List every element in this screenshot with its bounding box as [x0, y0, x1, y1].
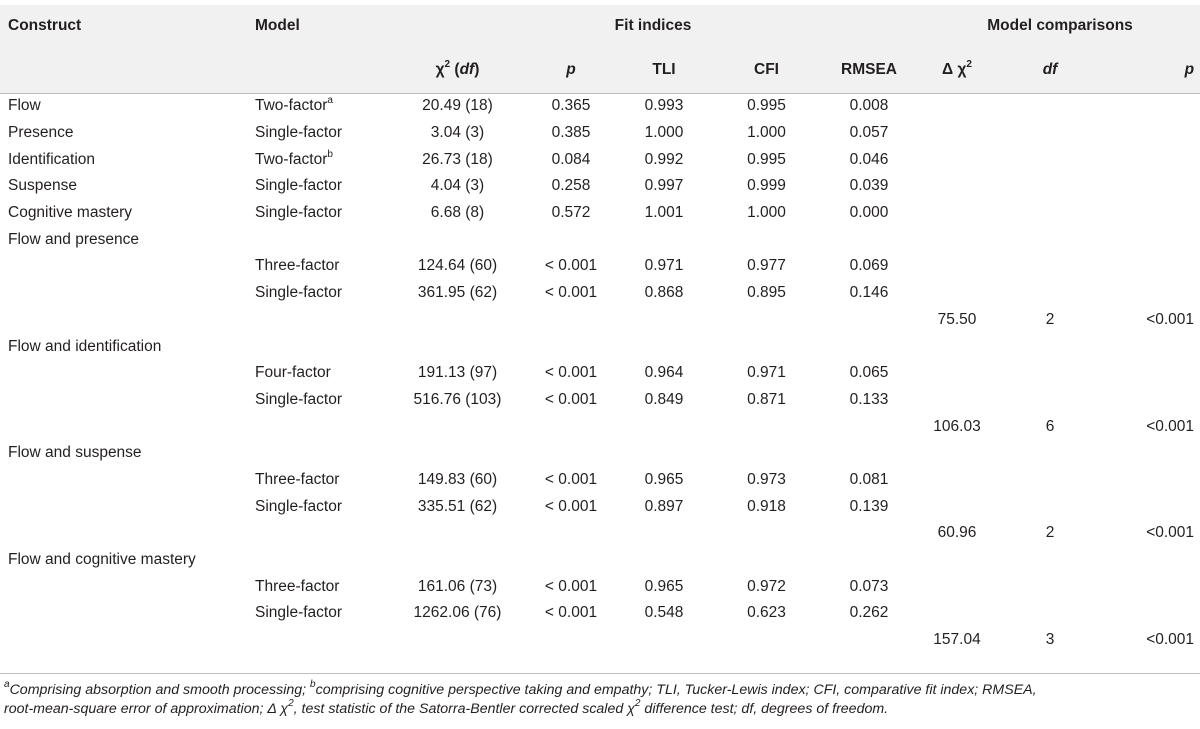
cell-cfi: 0.995	[747, 150, 786, 168]
cell-tli	[613, 333, 715, 360]
cell-construct	[0, 387, 255, 414]
cell-model	[255, 146, 386, 173]
cell-delta-chi2	[920, 440, 994, 467]
cell-construct	[0, 307, 255, 334]
cell-model	[255, 627, 386, 654]
cell-model	[255, 467, 386, 494]
cell-p: < 0.001	[544, 604, 598, 622]
cell-rmsea: 0.000	[849, 204, 889, 222]
table-row	[0, 307, 1200, 334]
cell-chi2	[386, 226, 529, 253]
cell-cfi: 1.000	[747, 124, 786, 142]
cell-model	[255, 226, 386, 253]
col-model-header: Model	[255, 17, 300, 34]
cell-delta-chi2	[920, 600, 994, 627]
footnote-line2-b: , test statistic of the Satorra-Bentler corrected scaled χ	[293, 701, 635, 717]
cell-rmsea	[818, 333, 920, 360]
cell-delta-chi2	[920, 93, 994, 120]
cell-construct: Suspense	[8, 177, 77, 195]
chi2-superscript: 2	[444, 58, 451, 70]
cell-rmsea: 0.069	[849, 257, 889, 275]
cell-model	[255, 440, 386, 467]
cell-tli	[613, 627, 715, 654]
model-text: Single-factor	[255, 124, 343, 142]
cell-tli: 0.849	[644, 390, 684, 408]
cell-delta-p	[1106, 360, 1200, 387]
cell-construct: Flow and presence	[8, 230, 139, 248]
cell-cfi	[715, 520, 818, 547]
cell-tli: 0.965	[644, 470, 684, 488]
cell-p: < 0.001	[544, 257, 598, 275]
cell-model	[255, 333, 386, 360]
cell-construct	[0, 253, 255, 280]
cell-tli: 0.965	[644, 577, 684, 595]
cell-p: < 0.001	[544, 390, 598, 408]
cell-rmsea: 0.065	[849, 364, 889, 382]
cell-rmsea: 0.146	[849, 284, 889, 302]
cell-p: 0.385	[551, 124, 591, 142]
cell-delta-df	[994, 226, 1106, 253]
cell-p	[529, 333, 613, 360]
cell-model	[255, 600, 386, 627]
cell-tli: 0.548	[644, 604, 684, 622]
cell-construct: Flow and suspense	[8, 444, 142, 462]
cell-delta-p	[1106, 226, 1200, 253]
col-cmp-p-header: p	[1184, 61, 1195, 78]
cell-delta-p: <0.001	[1146, 310, 1195, 328]
cell-delta-df	[994, 387, 1106, 414]
cell-tli	[613, 520, 715, 547]
col-tli-header: TLI	[652, 61, 676, 78]
model-text: Single-factor	[255, 497, 343, 515]
header-row-groups	[0, 5, 1200, 47]
cell-tli	[613, 307, 715, 334]
cell-construct	[0, 493, 255, 520]
cell-delta-chi2	[920, 547, 994, 574]
cell-rmsea: 0.039	[849, 177, 889, 195]
cell-model	[255, 280, 386, 307]
cell-rmsea	[818, 627, 920, 654]
cell-chi2	[386, 333, 529, 360]
table-row	[0, 253, 1200, 280]
cell-rmsea: 0.046	[849, 150, 889, 168]
cell-cfi: 0.977	[747, 257, 786, 275]
table-row	[0, 600, 1200, 627]
cell-p: 0.258	[551, 177, 591, 195]
cell-delta-df: 2	[1045, 524, 1055, 542]
cell-delta-chi2	[920, 387, 994, 414]
cell-cfi: 0.995	[747, 97, 786, 115]
cell-tli	[613, 547, 715, 574]
cell-cfi: 1.000	[747, 204, 786, 222]
cell-construct	[0, 280, 255, 307]
table-row	[0, 627, 1200, 654]
cell-tli	[613, 226, 715, 253]
cell-construct	[0, 467, 255, 494]
cell-delta-df	[994, 600, 1106, 627]
cell-cfi: 0.918	[747, 497, 786, 515]
cell-chi2: 149.83 (60)	[417, 470, 498, 488]
table-row	[0, 440, 1200, 467]
cell-delta-p	[1106, 387, 1200, 414]
cell-tli: 0.997	[644, 177, 684, 195]
cell-rmsea	[818, 226, 920, 253]
col-p-header: p	[566, 61, 576, 78]
cell-delta-p: <0.001	[1146, 631, 1195, 649]
cell-construct: Flow	[8, 97, 41, 115]
cell-cfi	[715, 627, 818, 654]
cell-delta-p	[1106, 120, 1200, 147]
cell-delta-df	[994, 253, 1106, 280]
footnote-line2-c: difference test; df, degrees of freedom.	[640, 701, 889, 717]
cell-delta-chi2	[920, 467, 994, 494]
cell-p	[529, 226, 613, 253]
col-chi2-header: $\chi^2$ (df)	[435, 58, 480, 78]
cell-delta-df	[994, 573, 1106, 600]
cell-p	[529, 627, 613, 654]
table-row	[0, 493, 1200, 520]
cell-construct	[0, 573, 255, 600]
cell-delta-df	[994, 360, 1106, 387]
cell-p: < 0.001	[544, 470, 598, 488]
cell-p: < 0.001	[544, 364, 598, 382]
table-row	[0, 520, 1200, 547]
cell-delta-chi2	[920, 573, 994, 600]
cell-cfi: 0.971	[747, 364, 786, 382]
cell-chi2: 1262.06 (76)	[413, 604, 502, 622]
table-row	[0, 200, 1200, 227]
model-text: Three-factor	[255, 470, 340, 488]
cell-chi2	[386, 307, 529, 334]
cell-chi2: 161.06 (73)	[417, 577, 498, 595]
table-footnote	[4, 681, 1196, 719]
model-superscript: b	[327, 148, 333, 160]
cell-chi2: 26.73 (18)	[422, 150, 493, 168]
cell-chi2	[386, 520, 529, 547]
empty-header-cell	[255, 47, 386, 93]
cell-rmsea	[818, 547, 920, 574]
cell-cfi	[715, 413, 818, 440]
cell-p: 0.365	[551, 97, 591, 115]
cell-p: < 0.001	[544, 577, 598, 595]
cell-delta-df	[994, 280, 1106, 307]
table-bottom-rule	[0, 673, 1200, 674]
cell-cfi	[715, 307, 818, 334]
table-row	[0, 226, 1200, 253]
cell-delta-df	[994, 120, 1106, 147]
cell-rmsea: 0.139	[849, 497, 889, 515]
cell-cfi	[715, 440, 818, 467]
cell-model	[255, 547, 386, 574]
cell-rmsea: 0.133	[849, 390, 889, 408]
cell-rmsea: 0.081	[849, 470, 889, 488]
col-rmsea-header: RMSEA	[841, 61, 897, 78]
table-row	[0, 173, 1200, 200]
cell-model	[255, 253, 386, 280]
table-row	[0, 146, 1200, 173]
cell-chi2	[386, 440, 529, 467]
cell-delta-df: 3	[1045, 631, 1055, 649]
cell-cfi: 0.972	[747, 577, 786, 595]
footnote-line2-a: root-mean-square error of approximation; Δ χ	[4, 701, 289, 717]
cell-delta-p	[1106, 253, 1200, 280]
cell-construct	[0, 360, 255, 387]
chi2-df-label: df	[459, 61, 475, 78]
cell-delta-df	[994, 200, 1106, 227]
cell-cfi: 0.999	[747, 177, 786, 195]
footnote-text-b: comprising cognitive perspective taking and empathy; TLI, Tucker-Lewis index; CFI, comparative fit index; RMSEA,	[315, 682, 1037, 698]
cell-construct	[0, 520, 255, 547]
cell-chi2	[386, 627, 529, 654]
cell-model	[255, 93, 386, 120]
cell-chi2: 124.64 (60)	[417, 257, 498, 275]
model-text: Three-factor	[255, 577, 340, 595]
cell-model	[255, 413, 386, 440]
cell-tli	[613, 440, 715, 467]
table-row	[0, 93, 1200, 120]
cell-construct	[0, 627, 255, 654]
cell-delta-p	[1106, 547, 1200, 574]
fit-table	[0, 5, 1200, 653]
cell-chi2	[386, 547, 529, 574]
table-row	[0, 573, 1200, 600]
cell-cfi: 0.623	[747, 604, 786, 622]
cell-delta-df	[994, 173, 1106, 200]
cell-p	[529, 307, 613, 334]
cell-delta-df	[994, 467, 1106, 494]
cell-rmsea: 0.073	[849, 577, 889, 595]
cell-construct	[0, 600, 255, 627]
delta-chi2-symbol: Δ χ	[942, 61, 967, 78]
model-text: Single-factor	[255, 284, 343, 302]
cell-tli: 0.992	[644, 150, 684, 168]
cell-chi2: 6.68 (8)	[430, 204, 485, 222]
table-row	[0, 387, 1200, 414]
cell-construct: Cognitive mastery	[8, 204, 133, 222]
cell-delta-chi2	[920, 280, 994, 307]
cell-p: < 0.001	[544, 497, 598, 515]
cell-construct: Presence	[8, 124, 74, 142]
cell-delta-chi2	[920, 146, 994, 173]
table-row	[0, 360, 1200, 387]
cell-rmsea	[818, 413, 920, 440]
cell-tli: 1.000	[644, 124, 684, 142]
cell-delta-p: <0.001	[1146, 524, 1195, 542]
cell-delta-chi2	[920, 253, 994, 280]
cell-p	[529, 413, 613, 440]
cell-construct: Identification	[8, 150, 96, 168]
col-cmp-df-header: df	[1042, 61, 1058, 78]
cell-delta-chi2	[920, 333, 994, 360]
footnote-text-a: Comprising absorption and smooth processing;	[9, 682, 311, 698]
cell-chi2: 335.51 (62)	[417, 497, 498, 515]
cell-delta-p	[1106, 573, 1200, 600]
col-cfi-header: CFI	[754, 61, 779, 78]
cell-model	[255, 520, 386, 547]
table-row	[0, 333, 1200, 360]
cell-cfi: 0.973	[747, 470, 786, 488]
cell-rmsea	[818, 440, 920, 467]
cell-model	[255, 493, 386, 520]
cell-rmsea: 0.057	[849, 124, 889, 142]
cell-cfi	[715, 333, 818, 360]
footnote-line2-sup2: 2	[634, 698, 641, 710]
cell-chi2: 20.49 (18)	[422, 97, 493, 115]
table-body	[0, 93, 1200, 653]
model-text: Two-factor	[255, 150, 328, 168]
cell-delta-chi2	[920, 226, 994, 253]
cell-delta-p	[1106, 333, 1200, 360]
cell-delta-chi2	[920, 173, 994, 200]
cell-delta-p	[1106, 440, 1200, 467]
cell-model	[255, 307, 386, 334]
delta-chi2-superscript: 2	[966, 58, 972, 70]
cell-tli: 0.964	[644, 364, 684, 382]
cell-cfi: 0.895	[747, 284, 786, 302]
cell-rmsea: 0.262	[849, 604, 889, 622]
cell-rmsea	[818, 307, 920, 334]
cell-construct: Flow and identification	[8, 337, 162, 355]
cell-model	[255, 120, 386, 147]
model-comparisons-header: Model comparisons	[987, 17, 1133, 34]
cell-delta-df: 6	[1045, 417, 1055, 435]
cell-delta-df	[994, 547, 1106, 574]
cell-model	[255, 573, 386, 600]
model-text: Two-factor	[255, 97, 328, 115]
cell-delta-chi2: 60.96	[937, 524, 977, 542]
cell-model	[255, 387, 386, 414]
cell-tli: 1.001	[644, 204, 684, 222]
cell-delta-p: <0.001	[1146, 417, 1195, 435]
table-row	[0, 547, 1200, 574]
cell-delta-chi2: 157.04	[933, 631, 981, 649]
table-row	[0, 120, 1200, 147]
footnote-line-1	[4, 681, 1196, 700]
cell-rmsea: 0.008	[849, 97, 889, 115]
cell-tli: 0.993	[644, 97, 684, 115]
cell-model	[255, 360, 386, 387]
col-delta-chi2-header	[920, 47, 994, 93]
cell-construct	[0, 413, 255, 440]
cell-rmsea	[818, 520, 920, 547]
cell-cfi	[715, 226, 818, 253]
cell-delta-p	[1106, 467, 1200, 494]
cell-tli: 0.897	[644, 497, 684, 515]
cell-chi2: 3.04 (3)	[430, 124, 485, 142]
model-text: Single-factor	[255, 390, 343, 408]
cell-delta-p	[1106, 93, 1200, 120]
cell-delta-chi2: 75.50	[937, 310, 977, 328]
cell-chi2: 191.13 (97)	[417, 364, 498, 382]
cell-delta-p	[1106, 146, 1200, 173]
model-text: Three-factor	[255, 257, 340, 275]
cell-chi2: 516.76 (103)	[413, 390, 502, 408]
cell-delta-chi2: 106.03	[933, 417, 981, 435]
header-row-columns	[0, 47, 1200, 93]
cell-delta-chi2	[920, 200, 994, 227]
cell-p	[529, 547, 613, 574]
cell-delta-df	[994, 146, 1106, 173]
cell-tli: 0.971	[644, 257, 684, 275]
cell-model	[255, 200, 386, 227]
cell-model	[255, 173, 386, 200]
cell-p: 0.572	[551, 204, 591, 222]
cell-delta-p	[1106, 200, 1200, 227]
cell-delta-df	[994, 333, 1106, 360]
cell-delta-df	[994, 493, 1106, 520]
fit-indices-header: Fit indices	[614, 17, 692, 34]
cell-delta-chi2	[920, 120, 994, 147]
cell-chi2	[386, 413, 529, 440]
cell-chi2: 361.95 (62)	[417, 284, 498, 302]
footnote-line2-sup1: 2	[288, 698, 294, 710]
empty-header-cell	[0, 47, 255, 93]
chi2-symbol: χ	[435, 61, 445, 78]
cell-delta-chi2	[920, 360, 994, 387]
model-superscript: a	[327, 95, 333, 107]
cell-tli	[613, 413, 715, 440]
cell-delta-df: 2	[1045, 310, 1055, 328]
cell-delta-df	[994, 93, 1106, 120]
cell-delta-chi2	[920, 493, 994, 520]
footnote-sup-a: a	[4, 679, 10, 691]
table-row	[0, 280, 1200, 307]
table-row	[0, 413, 1200, 440]
cell-delta-p	[1106, 173, 1200, 200]
col-construct-header: Construct	[8, 17, 82, 34]
model-text: Single-factor	[255, 177, 343, 195]
cell-chi2: 4.04 (3)	[430, 177, 485, 195]
table-row	[0, 467, 1200, 494]
cell-tli: 0.868	[644, 284, 684, 302]
cell-delta-p	[1106, 600, 1200, 627]
model-text: Four-factor	[255, 364, 331, 382]
cell-cfi	[715, 547, 818, 574]
cell-p: 0.084	[551, 150, 591, 168]
cell-p	[529, 440, 613, 467]
cell-delta-df	[994, 440, 1106, 467]
model-text: Single-factor	[255, 604, 343, 622]
footnote-line-2	[4, 700, 1196, 719]
cell-p: < 0.001	[544, 284, 598, 302]
cell-p	[529, 520, 613, 547]
cell-delta-p	[1106, 493, 1200, 520]
footnote-sup-b: b	[310, 679, 316, 691]
model-text: Single-factor	[255, 204, 343, 222]
cell-construct: Flow and cognitive mastery	[8, 551, 196, 569]
cell-delta-p	[1106, 280, 1200, 307]
cell-cfi: 0.871	[747, 390, 786, 408]
